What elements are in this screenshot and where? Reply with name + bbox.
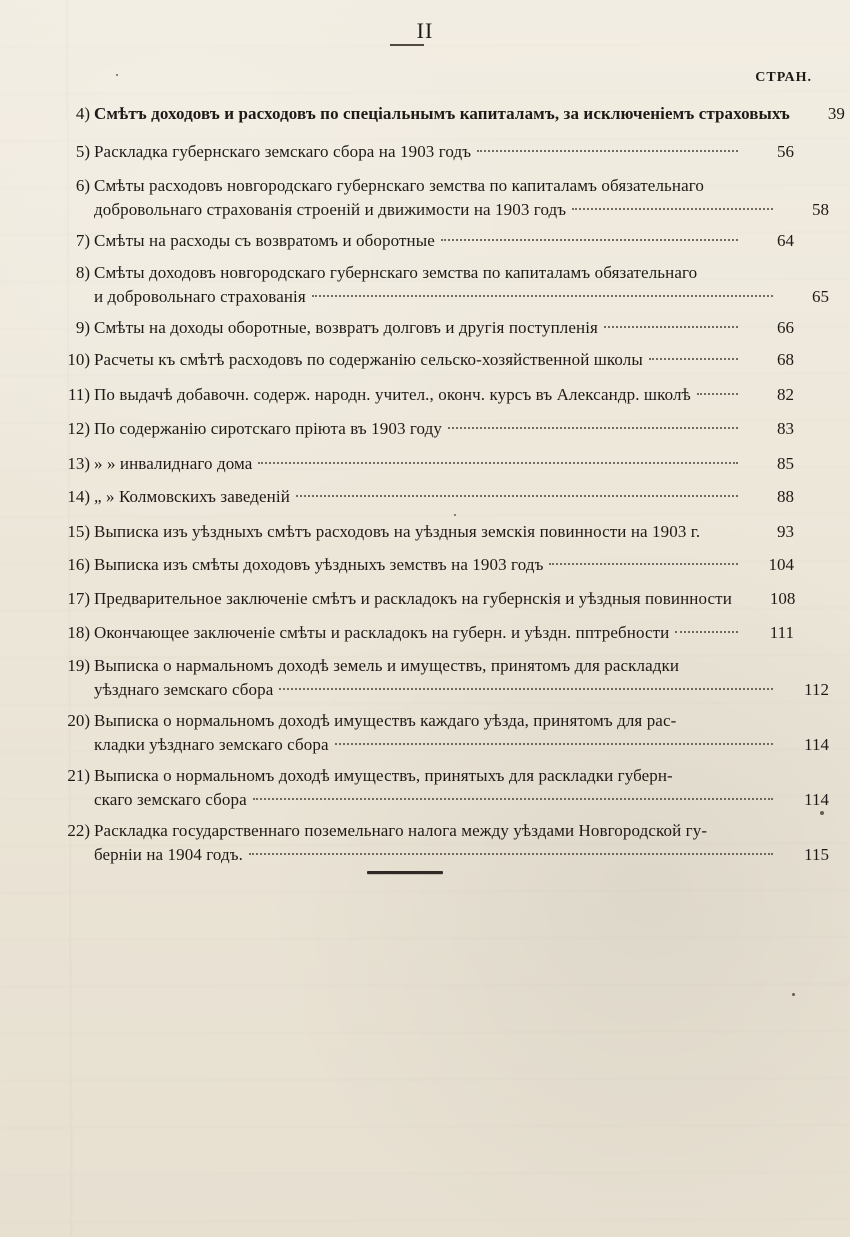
entry-text: Окончающее заключеніе смѣты и раскладокъ на губерн. и уѣздн. пптребности (94, 623, 670, 642)
toc-line (59, 318, 794, 342)
toc-line (59, 231, 794, 255)
leader-dots (477, 150, 738, 152)
entry-text: Предварительное заключеніе смѣтъ и раскладокъ на губернскія и уѣздныя повинности (94, 589, 732, 608)
page-reference: 68 (777, 350, 794, 369)
toc-line (59, 555, 794, 579)
page-reference: 56 (777, 142, 794, 161)
entry-number: 20) (67, 711, 90, 730)
leader-dots (279, 688, 773, 690)
toc-line (59, 104, 845, 128)
toc-line-continuation (59, 845, 829, 869)
toc-line (59, 821, 794, 845)
leader-dots (604, 326, 738, 328)
leader-dots (296, 495, 738, 497)
paper-speck (820, 811, 824, 815)
entry-text: Смѣты на расходы съ возвратомъ и оборотные (94, 231, 435, 250)
leader-dots (258, 462, 738, 464)
entry-text: Смѣты доходовъ новгородскаго губернскаго земства по капиталамъ обязательнаго (94, 263, 698, 282)
page-reference: 39 (827, 104, 845, 123)
column-label: СТРАН. (755, 70, 812, 85)
leader-dots (649, 358, 738, 360)
toc-line-continuation (59, 680, 829, 704)
leader-dots (253, 798, 773, 800)
entry-text: Выписка о нармальномъ доходѣ земель и имуществъ, принятомъ для раскладки (94, 656, 680, 675)
entry-text: » » инвалиднаго дома (94, 454, 253, 473)
entry-number: 18) (67, 623, 90, 642)
toc-line (59, 350, 794, 374)
entry-number: 12) (67, 419, 90, 438)
entry-text: Раскладка государственнаго поземельнаго налога между уѣздами Новгородской гу- (94, 821, 708, 840)
leader-dots (448, 427, 738, 429)
page-reference: 93 (777, 522, 794, 541)
leader-dots (697, 393, 738, 395)
leader-dots (335, 743, 773, 745)
toc-line (59, 656, 794, 680)
page-reference: 65 (812, 287, 829, 306)
toc-line (59, 623, 794, 647)
page-reference: 58 (812, 200, 829, 219)
toc-line-continuation (59, 200, 829, 224)
toc-line (59, 176, 794, 200)
entry-text: уѣзднаго земскаго сбора (94, 680, 274, 699)
entry-number: 6) (75, 176, 90, 195)
paper-speck (792, 993, 795, 996)
page-number: II (416, 18, 434, 43)
entry-number: 14) (67, 487, 90, 506)
leader-dots (572, 208, 773, 210)
entry-text: Выписка о нормальномъ доходѣ имуществъ, принятыхъ для раскладки губерн- (94, 766, 673, 785)
entry-text: По содержанію сиротскаго пріюта въ 1903 году (94, 419, 443, 438)
page-reference: 85 (777, 454, 794, 473)
page-reference: 82 (777, 385, 794, 404)
page-reference: 66 (777, 318, 794, 337)
entry-number: 16) (67, 555, 90, 574)
toc-line (59, 263, 794, 287)
page-reference: 108 (769, 589, 796, 608)
toc-line (59, 522, 794, 546)
page-reference: 114 (804, 790, 829, 809)
entry-number: 4) (75, 104, 90, 123)
entry-text: Смѣты расходовъ новгородскаго губернскаго земства по капиталамъ обязательнаго (94, 176, 704, 195)
page-reference: 114 (804, 735, 829, 754)
entry-text: По выдачѣ добавочн. содерж. народн. учител., оконч. курсъ въ Александр. школѣ (94, 385, 691, 404)
leader-dots (675, 631, 738, 633)
entry-text: „ » Колмовскихъ заведеній (94, 487, 290, 506)
toc-line-continuation (59, 735, 829, 759)
entry-number: 17) (67, 589, 90, 608)
entry-text: Смѣтъ доходовъ и расходовъ по спеціальнымъ капиталамъ, за исключеніемъ страховыхъ (94, 104, 790, 123)
toc-line (59, 711, 794, 735)
entry-text: и добровольнаго страхованія (94, 287, 306, 306)
entry-number: 15) (67, 522, 90, 541)
page-reference: 64 (777, 231, 794, 250)
paper-speck (116, 74, 118, 76)
entry-number: 13) (67, 454, 90, 473)
entry-number: 21) (67, 766, 90, 785)
entry-number: 9) (75, 318, 90, 337)
entry-number: 22) (67, 821, 90, 840)
entry-number: 19) (67, 656, 90, 675)
entry-text: Выписка изъ уѣздныхъ смѣтъ расходовъ на уѣздныя земскія повинности на 1903 г. (94, 522, 701, 541)
leader-dots (549, 563, 738, 565)
toc-line-continuation (59, 287, 829, 311)
toc-line (59, 419, 794, 443)
entry-number: 7) (75, 231, 90, 250)
entry-text: Расчеты къ смѣтѣ расходовъ по содержанію сельско-хозяйственной школы (94, 350, 643, 369)
toc-line (59, 766, 794, 790)
toc-line (59, 454, 794, 478)
page-reference: 83 (777, 419, 794, 438)
entry-text: Выписка о нормальномъ доходѣ имуществъ каждаго уѣзда, принятомъ для рас- (94, 711, 677, 730)
toc-line (59, 142, 794, 166)
page-reference: 88 (777, 487, 794, 506)
toc-line (59, 385, 794, 409)
entry-text: берніи на 1904 годъ. (94, 845, 244, 864)
leader-dots (441, 239, 738, 241)
toc-line (59, 589, 794, 613)
leader-dots (249, 853, 773, 855)
end-rule (367, 871, 443, 874)
page-reference: 112 (804, 680, 829, 699)
entry-text: Выписка изъ смѣты доходовъ уѣздныхъ земствъ на 1903 годъ (94, 555, 544, 574)
entry-number: 11) (67, 385, 90, 404)
page-reference: 104 (768, 555, 794, 574)
entry-number: 5) (75, 142, 90, 161)
entry-text: добровольнаго страхованія строеній и движимости на 1903 годъ (94, 200, 567, 219)
entry-text: Смѣты на доходы оборотные, возвратъ долговъ и другія поступленія (94, 318, 598, 337)
entry-text: скаго земскаго сбора (94, 790, 247, 809)
leader-dots (312, 295, 773, 297)
page-reference: 111 (769, 623, 794, 642)
toc-line (59, 487, 794, 511)
paper-speck (454, 514, 456, 516)
entry-number: 8) (75, 263, 90, 282)
page-reference: 115 (804, 845, 829, 864)
page-number-rule (390, 44, 424, 46)
toc-line-continuation (59, 790, 829, 814)
entry-text: Раскладка губернскаго земскаго сбора на 1903 годъ (94, 142, 472, 161)
entry-text: кладки уѣзднаго земскаго сбора (94, 735, 329, 754)
entry-number: 10) (67, 350, 90, 369)
